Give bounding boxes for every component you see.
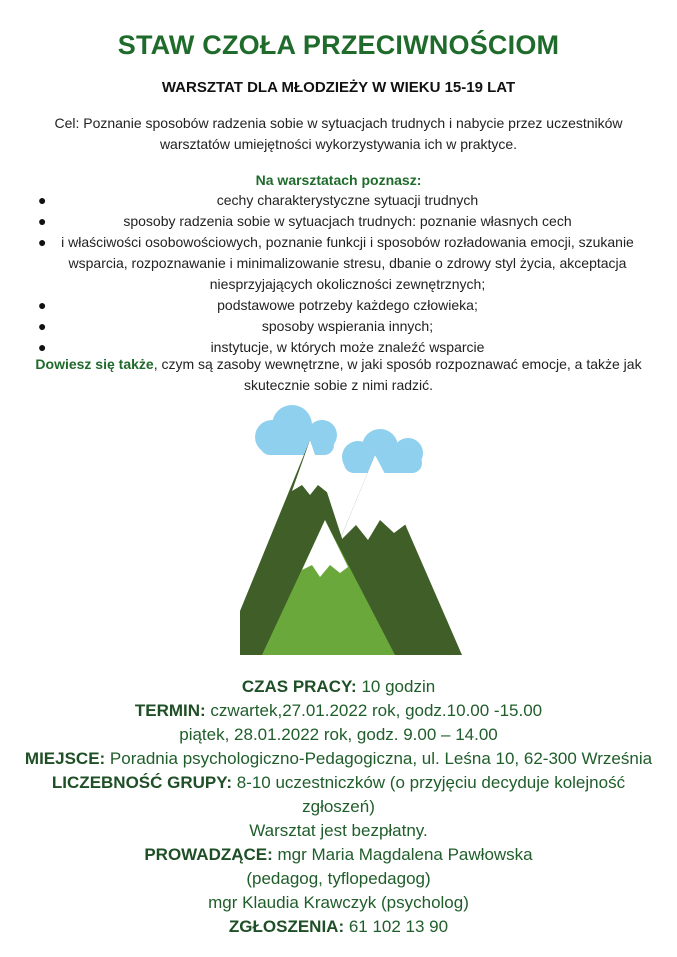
page-title: STAW CZOŁA PRZECIWNOŚCIOM — [117, 30, 560, 60]
goal-paragraph: Cel: Poznanie sposobów radzenia sobie w sytuacjach trudnych i nabycie przez uczestników warsztatów umiejętności wykorzystywania ich w praktyce. — [54, 115, 623, 152]
place-line — [0, 747, 677, 771]
group-size-label: LICZEBNOŚĆ GRUPY: — [51, 773, 232, 792]
bullet-icon: ● — [38, 192, 47, 208]
leaders-line-2: (pedagog, tyflopedagog) — [246, 869, 431, 888]
leaders-line-3: mgr Klaudia Krawczyk (psycholog) — [208, 893, 469, 912]
list-item-text: cechy charakterystyczne sytuacji trudnych — [216, 192, 479, 208]
leaders-value: mgr Maria Magdalena Pawłowska — [272, 845, 533, 864]
work-time-label: CZAS PRACY: — [241, 677, 357, 696]
bullet-icon: ● — [38, 213, 47, 229]
leaders-label: PROWADZĄCE: — [144, 845, 273, 864]
group-size-line — [0, 771, 677, 819]
list-item-text: instytucje, w których może znaleźć wsparcie — [210, 339, 485, 355]
work-time-line — [0, 675, 677, 699]
place-value: Poradnia psychologiczno-Pedagogiczna, ul. Leśna 10, 62-300 Września — [105, 749, 653, 768]
bullet-icon: ● — [38, 234, 47, 250]
also-paragraph — [30, 354, 647, 396]
also-text: , czym są zasoby wewnętrzne, w jaki sposób rozpoznawać emocje, a także jak skutecznie sobie z nimi radzić. — [153, 356, 642, 393]
list-item-text: podstawowe potrzeby każdego człowieka; — [217, 297, 478, 313]
list-item-text: sposoby radzenia sobie w sytuacjach trudnych: poznanie własnych cech — [123, 213, 572, 229]
term-line — [0, 699, 677, 723]
mountains-illustration — [240, 405, 470, 665]
list-item — [0, 211, 677, 232]
term-line-2: piątek, 28.01.2022 rok, godz. 9.00 – 14.00 — [179, 725, 498, 744]
cloud-icon — [255, 405, 337, 455]
registration-phone: 61 102 13 90 — [344, 917, 449, 936]
free-line: Warsztat jest bezpłatny. — [249, 821, 428, 840]
bullet-icon: ● — [38, 297, 47, 313]
list-item — [0, 316, 677, 337]
place-label: MIEJSCE: — [24, 749, 106, 768]
list-item — [0, 295, 677, 316]
term-value: czwartek,27.01.2022 rok, godz.10.00 -15.00 — [205, 701, 543, 720]
list-item-text: i właściwości osobowościowych, poznanie funkcji i sposobów rozładowania emocji, szukanie wsparcia, rozpoznawanie i minimalizowanie stresu, dbanie o zdrowy styl życia, akceptacja niesprzyjających okoliczności zewnętrznych; — [61, 234, 634, 292]
work-time-value: 10 godzin — [356, 677, 436, 696]
bullet-icon: ● — [38, 318, 47, 334]
leaders-line — [0, 843, 677, 867]
info-section — [0, 675, 677, 939]
cloud-icon — [342, 429, 423, 473]
learn-list — [0, 190, 677, 358]
group-size-value: 8-10 uczestniczków (o przyjęciu decyduje kolejność zgłoszeń) — [232, 773, 626, 816]
term-label: TERMIN: — [134, 701, 206, 720]
also-strong: Dowiesz się także — [35, 356, 154, 372]
page-subtitle: WARSZTAT DLA MŁODZIEŻY W WIEKU 15-19 LAT — [161, 79, 516, 96]
list-item — [0, 190, 677, 211]
registration-line — [0, 915, 677, 939]
registration-label: ZGŁOSZENIA: — [228, 917, 345, 936]
learn-heading: Na warsztatach poznasz: — [255, 172, 422, 188]
bullet-icon: ● — [38, 339, 47, 355]
list-item — [0, 232, 677, 295]
list-item-text: sposoby wspierania innych; — [261, 318, 434, 334]
